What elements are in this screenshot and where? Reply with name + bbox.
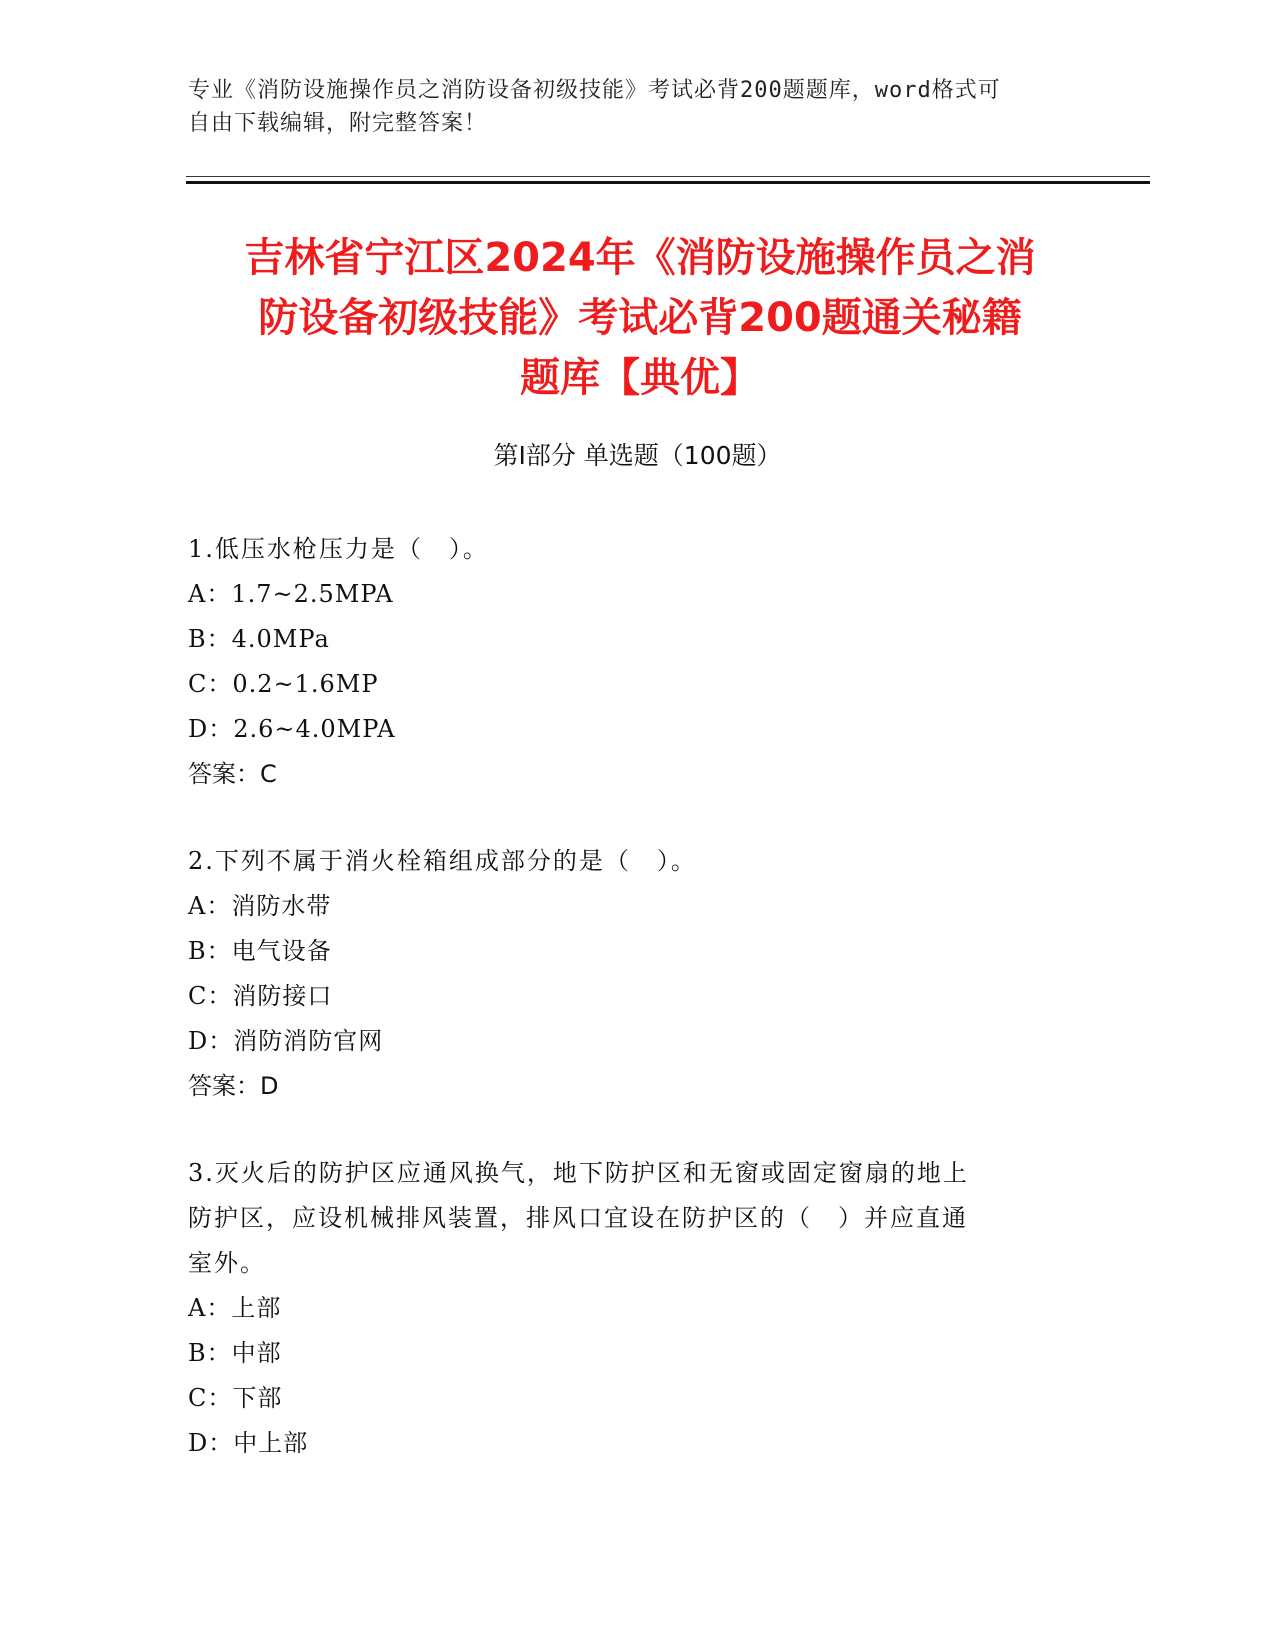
option-a: A：1.7~2.5MPA [188,580,394,608]
option-a: A：消防水带 [188,892,332,920]
header-divider-thick [186,181,1150,184]
document-title-line-2: 防设备初级技能》考试必背200题通关秘籍 [258,295,1022,341]
question-2 [188,839,1068,1109]
option-d: D：2.6~4.0MPA [188,715,396,743]
question-stem-line-3: 室外。 [188,1249,266,1277]
question-stem-line-2: 防护区，应设机械排风装置，排风口宜设在防护区的（ ）并应直通 [188,1204,968,1232]
question-list [188,527,1068,1508]
answer: 答案：C [188,760,277,788]
option-a: A：上部 [188,1294,282,1322]
question-3 [188,1151,1068,1466]
option-c: C：下部 [188,1384,283,1412]
header-divider-thin [186,176,1150,177]
option-b: B：电气设备 [188,937,332,965]
question-stem-line-1: 3.灭火后的防护区应通风换气，地下防护区和无窗或固定窗扇的地上 [188,1159,969,1187]
header-note-line-2: 自由下载编辑，附完整答案！ [188,111,488,136]
option-c: C：消防接口 [188,982,333,1010]
document-title-line-1: 吉林省宁江区2024年《消防设施操作员之消 [244,235,1036,281]
question-1 [188,527,1068,797]
option-d: D：中上部 [188,1429,309,1457]
header-note-line-1: 专业《消防设施操作员之消防设备初级技能》考试必背200题题库，word格式可 [188,78,1001,103]
answer: 答案：D [188,1072,279,1100]
document-title-line-3: 题库【典优】 [520,355,760,401]
document-title [160,228,1120,408]
option-d: D：消防消防官网 [188,1027,384,1055]
option-b: B：中部 [188,1339,282,1367]
header-note [188,74,1088,140]
question-stem: 2.下列不属于消火栓箱组成部分的是（ ）。 [188,847,697,875]
section-title: 第Ⅰ部分 单选题（100题） [493,441,782,470]
option-c: C：0.2~1.6MP [188,670,379,698]
option-b: B：4.0MPa [188,625,330,653]
question-stem: 1.低压水枪压力是（ ）。 [188,535,489,563]
